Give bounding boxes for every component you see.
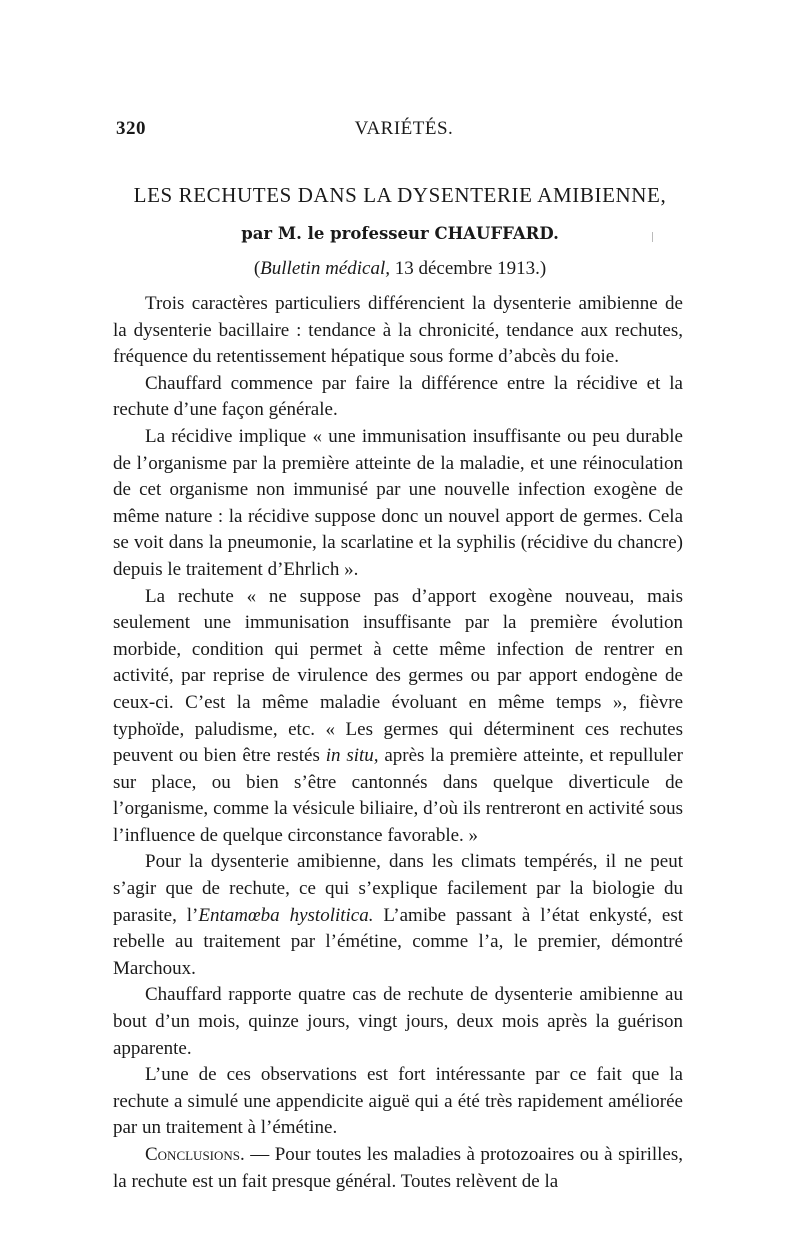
article-body xyxy=(113,291,683,1195)
paragraph-4-text-b: après la première atteinte, et repulluler sur place, ou bien s’être cantonnés dans quelque diverticule de l’organisme, comme la vésicule biliaire, d’où ils rentreront en activité sous l’influence de quelque circonstance favorable. » xyxy=(113,745,684,846)
paragraph-4-text-a: La rechute « ne suppose pas d’apport exogène nouveau, mais seulement une immunisation insuffisante par la première évolution morbide, condition qui permet à cette même infection de rentrer en activité, par reprise de virulence des germes ou par apport endogène de ceux-ci. C’est la même maladie évoluant en même temps », fièvre typhoïde, paludisme, etc. « Les germes qui déterminent ces rechutes peuvent ou bien être restés xyxy=(113,585,683,767)
paragraph-3: La récidive implique « une immunisation insuffisante ou peu durable de l’organisme par la première atteinte de la maladie, et une réinoculation de cet organisme non immunisé par une nouvelle infection exogène de même nature : la récidive suppose donc un nouvel apport de germes. Cela se voit dans la pneumonie, la scarlatine et la syphilis (récidive du chancre) depuis le traitement d’Ehrlich ». xyxy=(113,425,683,580)
print-mark xyxy=(652,232,653,242)
paragraph-4 xyxy=(113,584,683,850)
source-open-paren: ( xyxy=(253,258,261,279)
article-title: LES RECHUTES DANS LA DYSENTERIE AMIBIENNE, xyxy=(133,183,667,207)
paragraph-4-emphasis: in situ, xyxy=(325,745,379,767)
article-source xyxy=(100,258,700,280)
article-author: par M. le professeur CHAUFFARD. xyxy=(241,224,559,243)
source-date: 13 décembre 1913.) xyxy=(389,258,547,279)
running-header xyxy=(116,118,692,146)
paragraph-5-text-b: L’amibe passant à l’état enkysté, est rebelle au traitement par l’émétine, comme l’a, le premier, démontré Marchoux. xyxy=(113,904,684,979)
conclusions-lead: Conclusions. xyxy=(145,1144,245,1165)
paragraph-8 xyxy=(113,1142,683,1195)
paragraph-6: Chauffard rapporte quatre cas de rechute de dysenterie amibienne au bout d’un mois, quinze jours, vingt jours, deux mois après la guérison apparente. xyxy=(113,984,683,1059)
paragraph-5-emphasis: Entamœba hystolitica. xyxy=(198,904,374,926)
paragraph-1: Trois caractères particuliers différencient la dysenterie amibienne de la dysenterie bacillaire : tendance à la chronicité, tendance aux rechutes, fréquence du retentissement hépatique sous forme d’abcès du foie. xyxy=(113,293,683,368)
section-title: VARIÉTÉS. xyxy=(354,118,454,139)
paragraph-7: L’une de ces observations est fort intéressante par ce fait que la rechute a simulé une appendicite aiguë qui a été très rapidement améliorée par un traitement à l’émétine. xyxy=(113,1064,683,1139)
paragraph-5-text-a: Pour la dysenterie amibienne, dans les climats tempérés, il ne peut s’agir que de rechute, ce qui s’explique facilement par la biologie du parasite, l’ xyxy=(113,851,683,926)
page-number: 320 xyxy=(116,118,146,139)
paragraph-8-text: — Pour toutes les maladies à protozoaires ou à spirilles, la rechute est un fait presque général. Toutes relèvent de la xyxy=(113,1144,683,1192)
paragraph-2: Chauffard commence par faire la différence entre la récidive et la rechute d’une façon générale. xyxy=(113,372,683,421)
source-journal: Bulletin médical, xyxy=(260,258,390,279)
paragraph-5 xyxy=(113,849,683,982)
